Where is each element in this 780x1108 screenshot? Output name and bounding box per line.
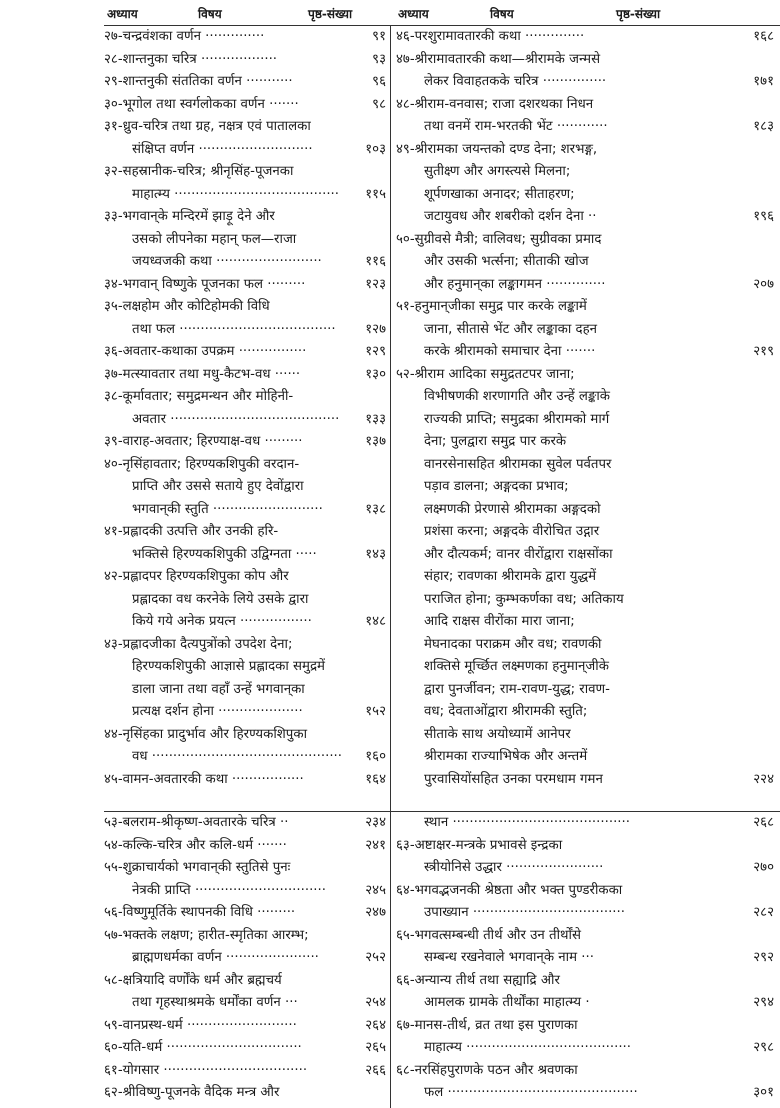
contents-entry [396,970,774,1015]
entry-title-line: ४५-वामन-अवतारकी कथा ················· [104,771,304,787]
entry-page-number: ११६ [365,254,386,269]
entry-title-line: ५०-सुग्रीवसे मैत्री; वालिवध; सुग्रीवका प्रमाद [396,231,602,247]
entry-title-line: सुतीक्ष्ण और अगस्त्यसे मिलना; [424,164,571,179]
entry-title-line: ४७-श्रीरामावतारकी कथा—श्रीरामके जन्मसे [396,51,601,67]
entry-title-line: द्वारा पुनर्जीवन; राम-रावण-युद्ध; रावण- [424,681,610,697]
contents-entry [104,26,386,49]
entry-page-number: १६० [365,749,386,764]
entry-page-number: २६८ [753,815,774,830]
entry-title-line: अवतार ········································ [132,411,340,427]
entry-title-line: हिरण्यकशिपुकी आज्ञासे प्रह्लादका समुद्रमें [132,659,325,674]
contents-entry [104,341,386,364]
entry-title-line: जाना, सीतासे भेंट और लङ्काका दहन [424,321,598,337]
entry-title-line: ३६-अवतार-कथाका उपक्रम ················ [104,344,307,359]
entry-page-number: १३३ [365,411,386,427]
entry-title-line: प्रह्लादका वध करनेके लिये उसके द्वारा [132,591,309,607]
entry-title-line: ५१-हनुमान्‌जीका समुद्र पार करके लङ्कामें [396,299,587,314]
entry-title-line: ४१-प्रह्लादकी उत्पत्ति और उनकी हरि- [104,524,279,539]
header-chapter-right: अध्याय [398,7,429,21]
contents-entry [396,94,774,139]
entry-title-line: ६०-यति-धर्म ································ [104,1040,302,1055]
entry-page-number: २५२ [365,950,386,965]
entry-title-line: प्रशंसा करना; अङ्गदके वीरोचित उद्गार [424,524,600,539]
contents-entry [396,835,774,880]
entry-title-line: ३७-मत्स्यावतार तथा मधु-कैटभ-वध ······ [104,366,301,382]
entry-page-number: १२९ [365,344,386,359]
entry-page-number: २४७ [365,905,386,920]
entry-title-line: ५२-श्रीराम आदिका समुद्रतटपर जाना; [396,366,575,382]
contents-entry [396,49,774,94]
entry-page-number: १९६ [753,209,774,224]
entry-title-line: पड़ाव डालना; अङ्गदका प्रभाव; [424,479,569,494]
entry-title-line: ४२-प्रह्लादपर हिरण्यकशिपुका कोप और [104,569,289,584]
contents-entry [104,71,386,94]
entry-title-line: ६२-श्रीविष्णु-पूजनके वैदिक मन्त्र और [104,1085,280,1100]
entry-title-line: आमलक ग्रामके तीर्थोंका माहात्म्य · [424,995,590,1010]
contents-entry [104,1037,386,1060]
entry-page-number: १२७ [365,321,386,337]
entry-title-line: करके श्रीरामको समाचार देना ······· [424,344,596,359]
contents-entry [396,925,774,970]
entry-page-number: १६४ [365,771,386,787]
contents-entry [104,386,386,431]
entry-title-line: पुरवासियोंसहित उनका परमधाम गमन [424,771,603,787]
contents-entry [104,49,386,72]
contents-entry [104,769,386,792]
contents-entry [104,634,386,724]
entry-title-line: ६६-अन्यान्य तीर्थ तथा सह्याद्रि और [396,972,560,988]
entry-title-line: ४९-श्रीरामका जयन्तको दण्ड देना; शरभङ्ग, [396,141,598,157]
entry-title-line: २८-शान्तनुका चरित्र ·················· [104,51,278,67]
entry-title-line: आदि राक्षस वीरोंका मारा जाना; [424,614,575,629]
entry-page-number: २९२ [753,950,774,965]
contents-entry [104,206,386,274]
entry-title-line: नेत्रकी प्राप्ति ······························· [132,882,326,898]
entry-title-line: माहात्म्य ······································· [132,186,340,202]
entry-title-line: भगवान्‌की स्तुति ·························· [132,501,323,517]
contents-entry [396,1060,774,1105]
column-bottom-right [396,812,774,1105]
entry-title-line: प्रत्यक्ष दर्शन होना ···················· [132,704,303,719]
entry-title-line: ४८-श्रीराम-वनवास; राजा दशरथका निधन [396,96,594,112]
entry-title-line: ३३-भगवान्‌के मन्दिरमें झाड़ू देने और [104,209,275,224]
entry-title-line: वध; देवताओंद्वारा श्रीरामकी स्तुति; [424,704,588,719]
entry-page-number: ९३ [372,51,386,67]
entry-title-line: ३०-भूगोल तथा स्वर्गलोकका वर्णन ······· [104,96,299,112]
entry-title-line: ५६-विष्णुमूर्तिके स्थापनकी विधि ········· [104,905,296,920]
contents-entry [104,454,386,522]
entry-title-line: ४४-नृसिंहका प्रादुर्भाव और हिरण्यकशिपुका [104,726,308,742]
entry-title-line: ५७-भक्तके लक्षण; हारीत-स्मृतिका आरम्भ; [104,927,309,943]
contents-entry [104,724,386,769]
entry-title-line: डाला जाना तथा वहाँ उन्हें भगवान्‌का [132,681,305,697]
contents-entry [104,274,386,297]
entry-title-line: माहात्म्य ······································· [424,1040,632,1055]
entry-title-line: भक्तिसे हिरण्यकशिपुकी उद्विग्नता ····· [132,546,317,562]
entry-title-line: ३५-लक्षहोम और कोटिहोमकी विधि [104,299,270,314]
entry-title-line: देना; पुलद्वारा समुद्र पार करके [424,434,567,449]
entry-page-number: १०३ [365,141,386,157]
entry-title-line: ६७-मानस-तीर्थ, व्रत तथा इस पुराणका [396,1017,578,1033]
entry-title-line: ३९-वाराह-अवतार; हिरण्याक्ष-वध ········· [104,434,303,449]
contents-entry [396,880,774,925]
entry-title-line: ६१-योगसार ·································· [104,1062,308,1078]
entry-title-line: संहार; रावणका श्रीरामके द्वारा युद्धमें [424,569,597,584]
entry-page-number: २०७ [753,276,774,292]
column-top-right [396,26,774,791]
entry-page-number: १७१ [753,74,774,89]
entry-title-line: प्राप्ति और उससे सताये हुए देवोंद्वारा [132,479,304,494]
entry-title-line: ४३-प्रह्लादजीका दैत्यपुत्रोंको उपदेश देना; [104,636,293,652]
entry-page-number: ९६ [372,74,386,89]
contents-entry [104,431,386,454]
entry-title-line: फल ············································· [424,1085,638,1100]
contents-entry [104,970,386,1015]
entry-title-line: ६५-भगवत्सम्बन्धी तीर्थ और उन तीर्थोंसे [396,927,581,943]
contents-entry [104,521,386,566]
entry-page-number: २९४ [753,995,774,1010]
entry-title-line: ५५-शुक्राचार्यको भगवान्‌की स्तुतिसे पुनः [104,860,291,875]
entry-title-line: उसको लीपनेका महान् फल—राजा [132,231,297,247]
entry-title-line: संक्षिप्त वर्णन ··························· [132,141,313,157]
entry-title-line: स्त्रीयोनिसे उद्धार ······················· [424,860,604,875]
entry-title-line: वानरसेनासहित श्रीरामका सुवेल पर्वतपर [424,456,612,472]
entry-title-line: शक्तिसे मूर्च्छित लक्ष्मणका हनुमान्‌जीके [424,659,609,674]
entry-title-line: ४०-नृसिंहावतार; हिरण्यकशिपुकी वरदान- [104,456,300,472]
entry-title-line: राज्यकी प्राप्ति; समुद्रका श्रीरामको मार्ग [424,411,610,427]
entry-title-line: सीताके साथ अयोध्यामें आनेपर [424,726,571,742]
column-bottom-left [104,812,386,1105]
entry-page-number: २६५ [365,1040,386,1055]
entry-title-line: तथा गृहस्थाश्रमके धर्मोंका वर्णन ··· [132,995,298,1010]
header-chapter-left: अध्याय [107,7,138,21]
entry-page-number: ११५ [365,186,386,202]
entry-page-number: १४८ [365,614,386,629]
contents-entry [396,1015,774,1060]
entry-page-number: २७० [753,860,774,875]
contents-entry [104,364,386,387]
entry-title-line: ३८-कूर्मावतार; समुद्रमन्थन और मोहिनी- [104,389,294,404]
contents-entry [104,857,386,902]
entry-title-line: और हनुमान्‌का लङ्कागमन ·············· [424,276,606,292]
entry-title-line: ६४-भगवद्भजनकी श्रेष्ठता और भक्त पुण्डरीकका [396,882,623,898]
entry-title-line: श्रीरामका राज्याभिषेक और अन्तमें [424,749,588,764]
entry-page-number: ९१ [372,29,386,44]
contents-entry [104,566,386,634]
entry-title-line: ब्राह्मणधर्मका वर्णन ······················ [132,950,319,965]
entry-title-line: ३१-ध्रुव-चरित्र तथा ग्रह, नक्षत्र एवं पातालका [104,119,311,134]
entry-title-line: तथा वनमें राम-भरतकी भेंट ············ [424,119,608,134]
entry-page-number: २४१ [365,837,386,853]
entry-title-line: ४६-परशुरामावतारकी कथा ·············· [396,29,585,44]
entry-title-line: ५४-कल्कि-चरित्र और कलि-धर्म ······· [104,837,287,853]
entry-title-line: ३४-भगवान् विष्णुके पूजनका फल ········· [104,276,306,292]
contents-entry [104,1082,386,1105]
entry-page-number: २४५ [365,882,386,898]
contents-entry [396,139,774,229]
entry-title-line: पराजित होना; कुम्भकर्णका वध; अतिकाय [424,591,624,607]
contents-entry [396,296,774,364]
entry-title-line: जटायुवध और शबरीको दर्शन देना ·· [424,209,597,224]
entry-title-line: ३२-सहस्रानीक-चरित्र; श्रीनृसिंह-पूजनका [104,164,294,179]
entry-title-line: ६८-नरसिंहपुराणके पठन और श्रवणका [396,1062,578,1078]
entry-title-line: किये गये अनेक प्रयत्न ················· [132,614,312,629]
contents-entry [104,296,386,341]
entry-title-line: लेकर विवाहतकके चरित्र ··············· [424,74,607,89]
contents-entry [396,812,774,835]
entry-title-line: शूर्पणखाका अनादर; सीताहरण; [424,186,575,202]
entry-page-number: १३० [365,366,386,382]
entry-title-line: जयध्वजकी कथा ························· [132,254,322,269]
entry-page-number: २२४ [753,771,774,787]
entry-page-number: १८३ [753,119,774,134]
contents-entry [104,116,386,161]
entry-title-line: तथा फल ····································· [132,321,336,337]
entry-page-number: २१९ [753,344,774,359]
entry-page-number: २६४ [365,1017,386,1033]
entry-title-line: २९-शान्तनुकी संततिका वर्णन ··········· [104,74,293,89]
contents-entry [396,26,774,49]
column-divider [390,25,391,1108]
entry-page-number: १४३ [365,546,386,562]
contents-entry [104,1015,386,1038]
header-subject-right: विषय [490,7,514,21]
entry-title-line: लक्ष्मणकी प्रेरणासे श्रीरामका अङ्गदको [424,501,601,517]
entry-title-line: वध ············································· [132,749,342,764]
contents-entry [104,161,386,206]
header-page-right: पृष्ठ-संख्या [616,7,661,21]
entry-title-line: ५८-क्षत्रियादि वर्णोंके धर्म और ब्रह्मचर्य [104,972,282,988]
entry-title-line: ६३-अष्टाक्षर-मन्त्रके प्रभावसे इन्द्रका [396,837,563,853]
entry-page-number: २८२ [753,905,774,920]
entry-title-line: २७-चन्द्रवंशका वर्णन ·············· [104,29,265,44]
contents-entry [104,94,386,117]
entry-title-line: उपाख्यान ···································· [424,905,625,920]
contents-entry [104,1060,386,1083]
contents-entry [104,812,386,835]
entry-page-number: १५२ [365,704,386,719]
entry-title-line: स्थान ·········································· [424,815,630,830]
entry-title-line: सम्बन्ध रखनेवाले भगवान्‌के नाम ··· [424,950,594,965]
entry-title-line: विभीषणकी शरणागति और उन्हें लङ्काके [424,389,610,404]
entry-page-number: ९८ [372,96,386,112]
entry-title-line: और उसकी भर्त्सना; सीताकी खोज [424,254,589,269]
entry-page-number: २९८ [753,1040,774,1055]
entry-page-number: १२३ [365,276,386,292]
entry-page-number: १३८ [365,501,386,517]
entry-page-number: २६६ [365,1062,386,1078]
entry-title-line: मेघनादका पराक्रम और वध; रावणकी [424,636,602,652]
entry-page-number: २५४ [365,995,386,1010]
header-page-left: पृष्ठ-संख्या [308,7,353,21]
entry-page-number: ३०१ [753,1085,774,1100]
column-top-left [104,26,386,791]
entry-title-line: ५९-वानप्रस्थ-धर्म ·························· [104,1017,297,1033]
entry-page-number: १३७ [365,434,386,449]
entry-title-line: और दौत्यकर्म; वानर वीरोंद्वारा राक्षसोंका [424,546,613,562]
contents-entry [104,925,386,970]
entry-title-line: ५३-बलराम-श्रीकृष्ण-अवतारके चरित्र ·· [104,815,289,830]
entry-page-number: २३४ [365,815,386,830]
contents-entry [104,902,386,925]
header-subject-left: विषय [198,7,222,21]
contents-entry [396,364,774,792]
entry-page-number: १६८ [753,29,774,44]
contents-entry [396,229,774,297]
contents-entry [104,835,386,858]
